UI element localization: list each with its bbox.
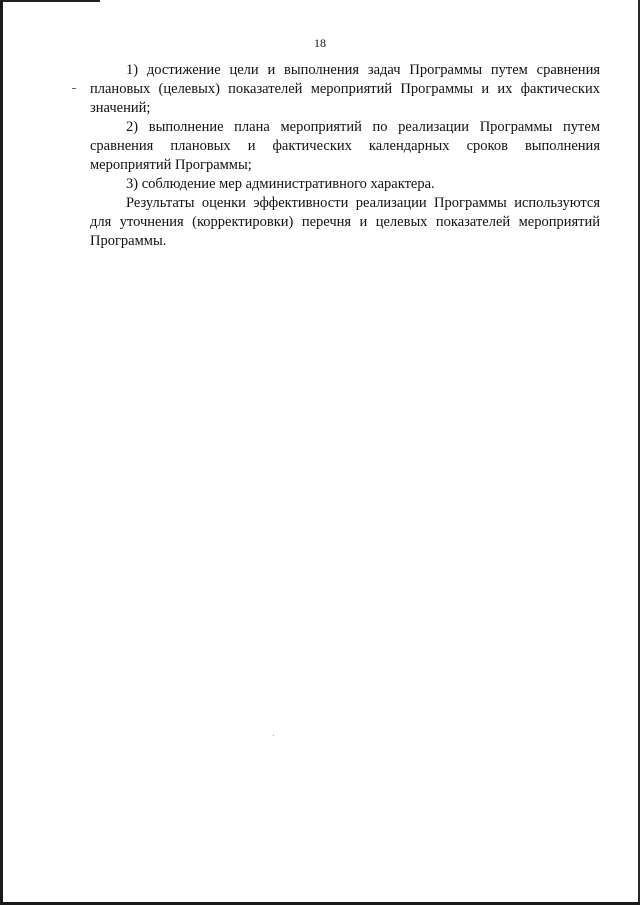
- scan-artifact-mark: [72, 88, 76, 89]
- paragraph-item-3: 3) соблюдение мер административного характера.: [126, 176, 435, 192]
- page-number: 18: [314, 36, 326, 50]
- scan-border-left: [0, 0, 3, 905]
- scan-border-top: [0, 0, 100, 2]
- document-body: [90, 61, 600, 251]
- paragraph-results: Результаты оценки эффективности реализации Программы используются для уточнения (корректировки) перечня и целевых показателей мероприятий Программы.: [90, 195, 600, 249]
- paragraph-item-2: 2) выполнение плана мероприятий по реализации Программы путем сравнения плановых и фактических календарных сроков выполнения мероприятий Программы;: [90, 119, 600, 173]
- paragraph-item-1: 1) достижение цели и выполнения задач Программы путем сравнения плановых (целевых) показателей мероприятий Программы и их фактических значений;: [90, 62, 600, 116]
- scan-artifact-dot: [273, 735, 274, 736]
